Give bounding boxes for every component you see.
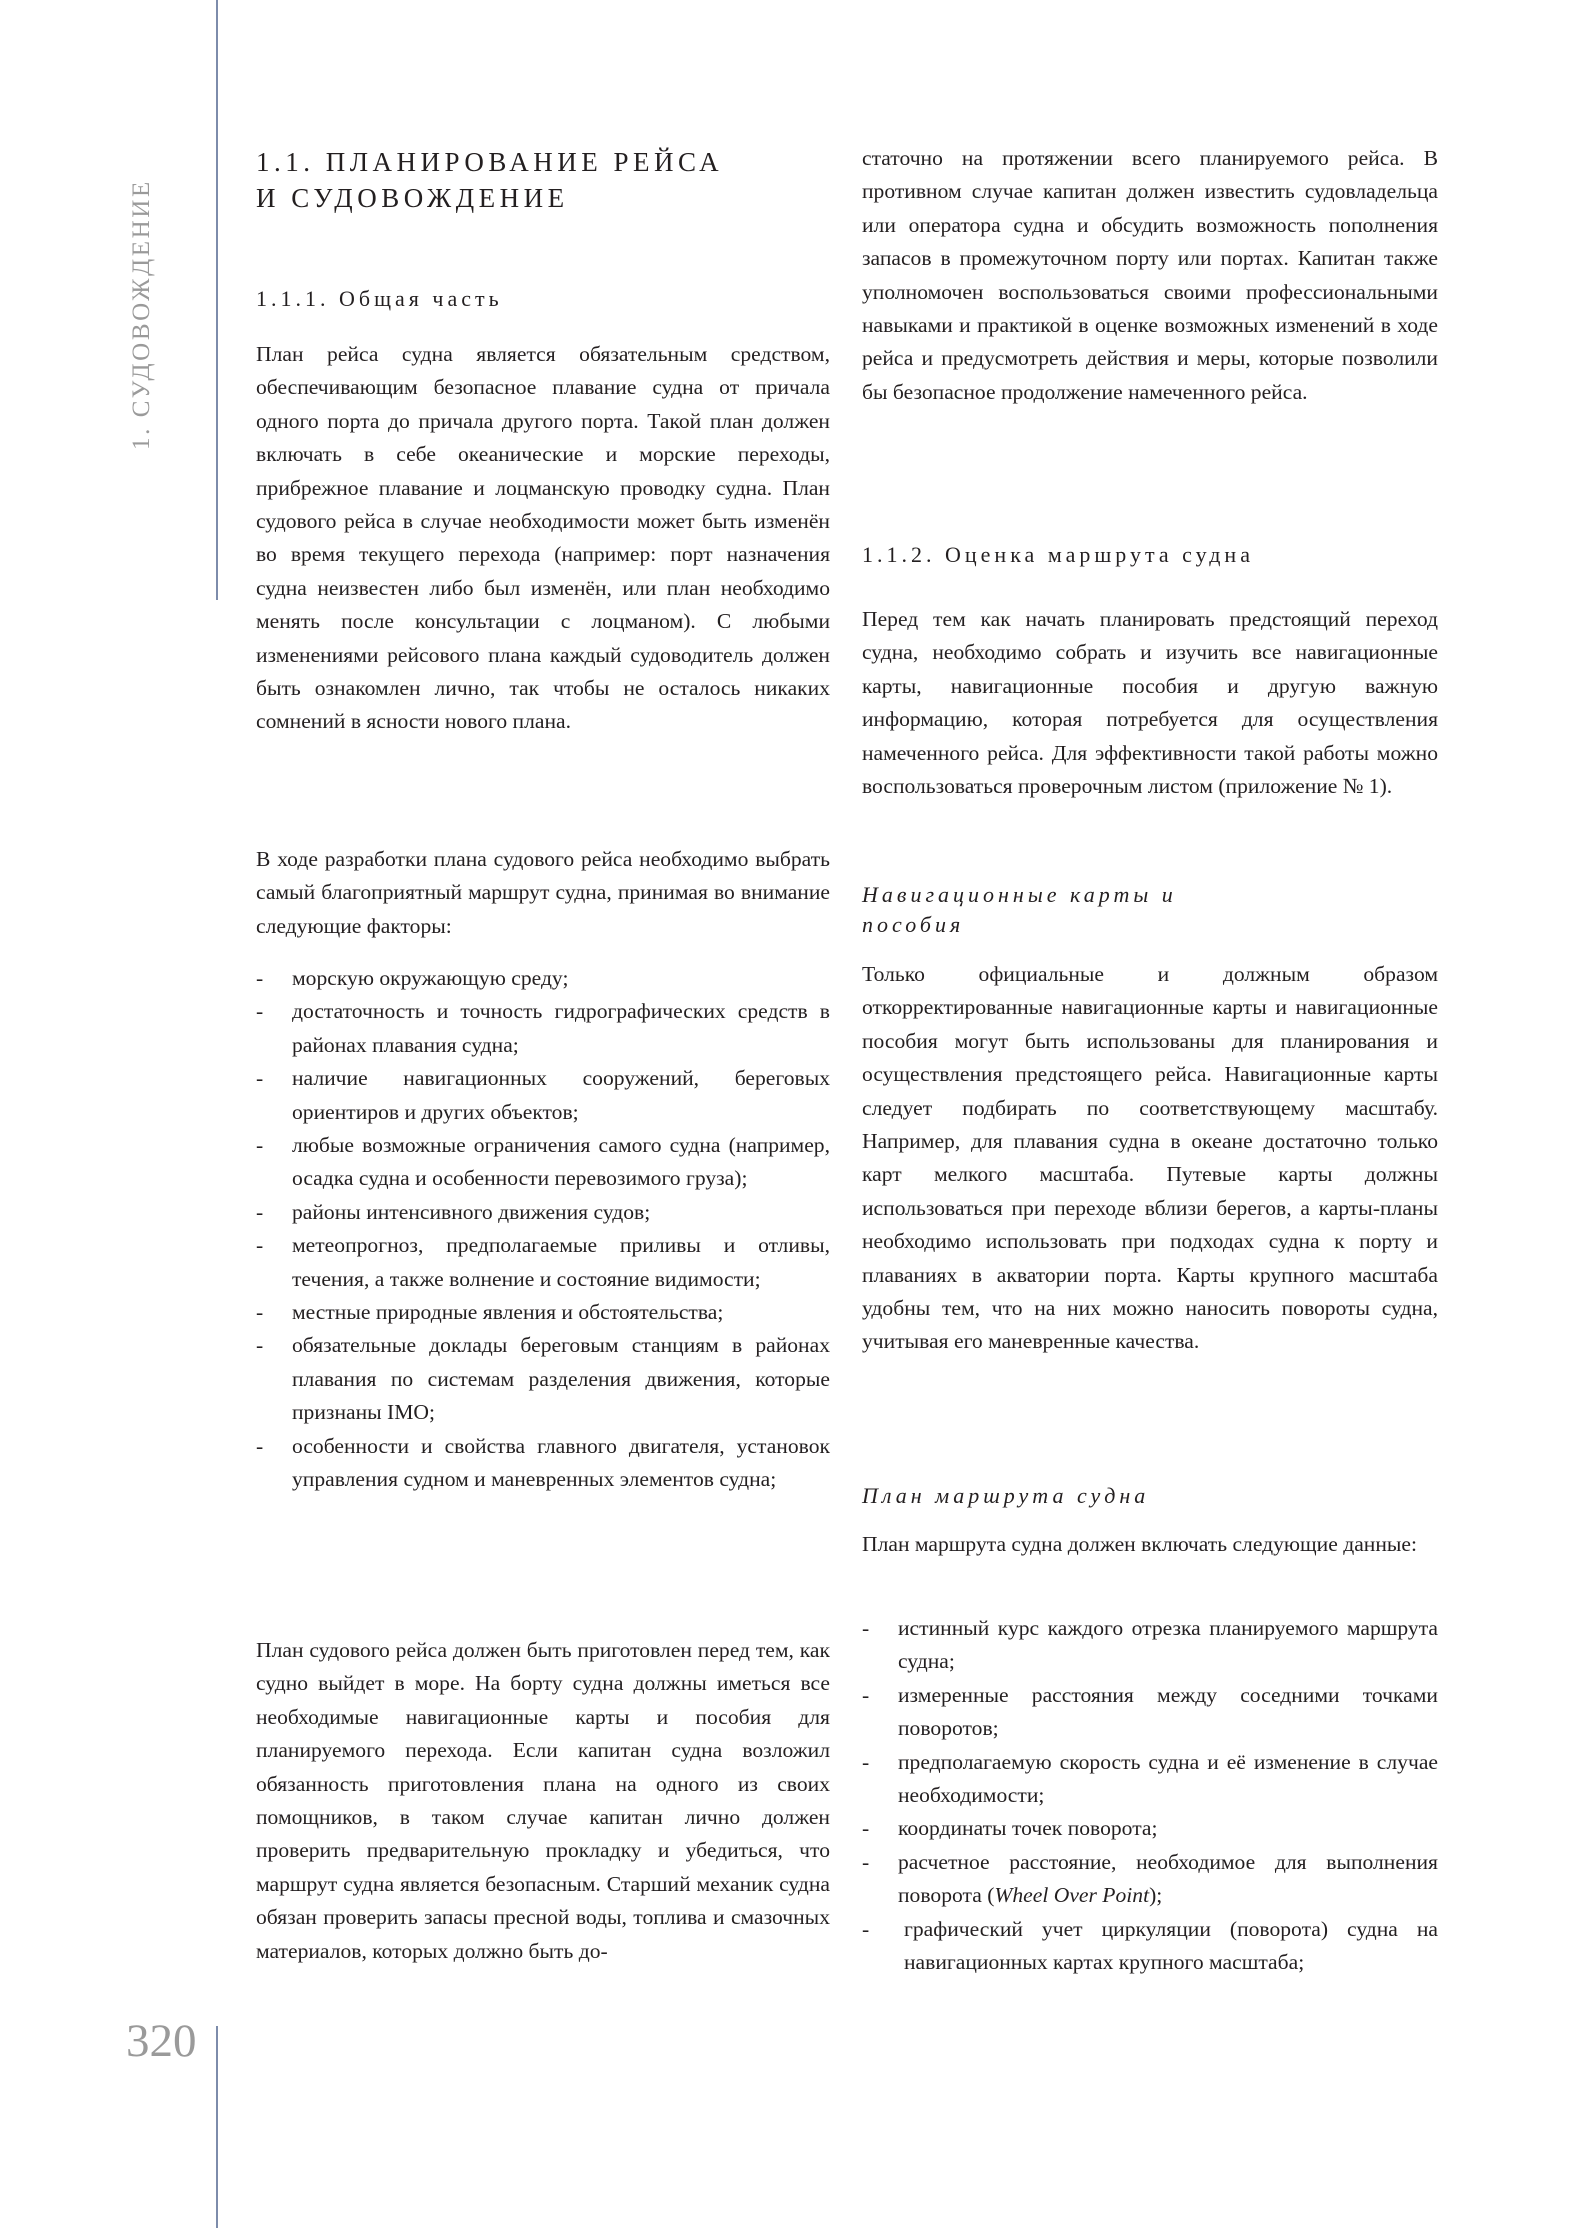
- route-plan-list: [862, 1612, 1438, 1979]
- paragraph-route-assessment: [862, 603, 1438, 803]
- subsection-heading-route-assessment: 1.1.2. Оценка маршрута судна: [862, 542, 1254, 567]
- heading-charts-line2: пособия: [862, 912, 965, 937]
- running-head-text: 1. СУДОВОЖДЕНИЕ: [128, 179, 155, 450]
- paragraph-charts: [862, 958, 1438, 1359]
- list-item-tail: );: [1149, 1883, 1163, 1908]
- paragraph-route-plan: [862, 1528, 1438, 1561]
- margin-rule-top: [216, 0, 218, 600]
- margin-rule-bottom: [216, 2026, 218, 2228]
- list-item: - особенности и свойства главного двигателя, установок управления судном и маневренных элементов судна;: [256, 1430, 830, 1497]
- list-item: - наличие навигационных сооружений, береговых ориентиров и других объектов;: [256, 1062, 830, 1129]
- list-item: - местные природные явления и обстоятельства;: [256, 1296, 830, 1329]
- running-head: [128, 150, 188, 450]
- heading-charts-publications: [862, 880, 1177, 940]
- paragraph-text: В ходе разработки плана судового рейса необходимо выбрать самый благоприятный маршрут судна, принимая во внимание следующие факторы:: [256, 847, 830, 938]
- paragraph-text: Перед тем как начать планировать предстоящий переход судна, необходимо собрать и изучить все навигационные карты, навигационные пособия и другую важную информацию, которая потребуется для осуществления намеченного рейса. Для эффективности такой работы можно воспользоваться проверочным листом (приложение № 1).: [862, 607, 1438, 799]
- paragraph-text: План маршрута судна должен включать следующие данные:: [862, 1532, 1417, 1556]
- section-title-line1: 1.1. ПЛАНИРОВАНИЕ РЕЙСА: [256, 147, 724, 177]
- list-item: - координаты точек поворота;: [862, 1812, 1438, 1845]
- paragraph-text: Только официальные и должным образом откорректированные навигационные карты и навигационные пособия могут быть использованы для планирования и осуществления предстоящего рейса. Навигационные карты следует подбирать по соответствующему масштабу. Например, для плавания судна в океане достаточно только карт мелкого масштаба. Путевые карты должны использоваться при переходе вблизи берегов, а карты-планы необходимо использовать при подходах судна к порту и плаваниях в акватории порта. Карты крупного масштаба удобны тем, что на них можно наносить повороты судна, учитывая его маневренные качества.: [862, 962, 1438, 1354]
- paragraph-intro: [256, 338, 830, 739]
- section-title-line2: И СУДОВОЖДЕНИЕ: [256, 183, 569, 213]
- factors-list: [256, 962, 830, 1497]
- list-item: [862, 1846, 1438, 1913]
- page-number: 320: [126, 2015, 197, 2067]
- heading-charts-line1: Навигационные карты и: [862, 882, 1177, 907]
- list-item: - районы интенсивного движения судов;: [256, 1196, 830, 1229]
- paragraph-route-selection: [256, 843, 830, 943]
- paragraph-text: статочно на протяжении всего планируемого рейса. В противном случае капитан должен известить судовладельца или оператора судна и обсудить возможность пополнения запасов в промежуточном порту или портах. Капитан также уполномочен воспользоваться своими профессиональными навыками и практикой в оценке возможных изменений в ходе рейса и предусмотреть действия и меры, которые позволили бы безопасное продолжение намеченного рейса.: [862, 146, 1438, 404]
- paragraph-preparation: [256, 1634, 830, 1968]
- list-item: - морскую окружающую среду;: [256, 962, 830, 995]
- section-title: [256, 144, 723, 216]
- list-item: - предполагаемую скорость судна и её изменение в случае необходимости;: [862, 1746, 1438, 1813]
- paragraph-text: План рейса судна является обязательным средством, обеспечивающим безопасное плавание судна от причала одного порта до причала другого порта. Такой план должен включать в себе океанические и морские переходы, прибрежное плавание и лоцманскую проводку судна. План судового рейса в случае необходимости может быть изменён во время текущего перехода (например: порт назначения судна неизвестен либо был изменён, или план необходимо менять после консультации с лоцманом). С любыми изменениями рейсового плана каждый судоводитель должен быть ознакомлен лично, так чтобы не осталось никаких сомнений в ясности нового плана.: [256, 342, 830, 734]
- list-item: - любые возможные ограничения самого судна (например, осадка судна и особенности перевозимого груза);: [256, 1129, 830, 1196]
- list-item-text: расчетное расстояние, необходимое для выполнения поворота (: [898, 1849, 1438, 1908]
- list-item-text: графический учет циркуляции (поворота) судна на навигационных картах крупного масштаба;: [904, 1916, 1438, 1975]
- paragraph-text: План судового рейса должен быть приготовлен перед тем, как судно выйдет в море. На борту судна должны иметься все необходимые навигационные карты и пособия для планируемого перехода. Если капитан судна возложил обязанность приготовления плана на одного из своих помощников, в таком случае капитан лично должен проверить предварительную прокладку и убедиться, что маршрут судна является безопасным. Старший механик судна обязан проверить запасы пресной воды, топлива и смазочных материалов, которых должно быть до-: [256, 1638, 830, 1963]
- list-item: - метеопрогноз, предполагаемые приливы и отливы, течения, а также волнение и состояние видимости;: [256, 1229, 830, 1296]
- paragraph-continuation: [862, 142, 1438, 409]
- list-item: - измеренные расстояния между соседними точками поворотов;: [862, 1679, 1438, 1746]
- subsection-heading-general: 1.1.1. Общая часть: [256, 286, 503, 311]
- list-item: - истинный курс каждого отрезка планируемого маршрута судна;: [862, 1612, 1438, 1679]
- heading-route-plan: План маршрута судна: [862, 1483, 1150, 1508]
- list-item: - достаточность и точность гидрографических средств в районах плавания судна;: [256, 995, 830, 1062]
- wheel-over-point-term: Wheel Over Point: [994, 1883, 1150, 1908]
- list-item: [862, 1913, 1438, 1980]
- list-item: - обязательные доклады береговым станциям в районах плавания по системам разделения движения, которые признаны IMO;: [256, 1329, 830, 1429]
